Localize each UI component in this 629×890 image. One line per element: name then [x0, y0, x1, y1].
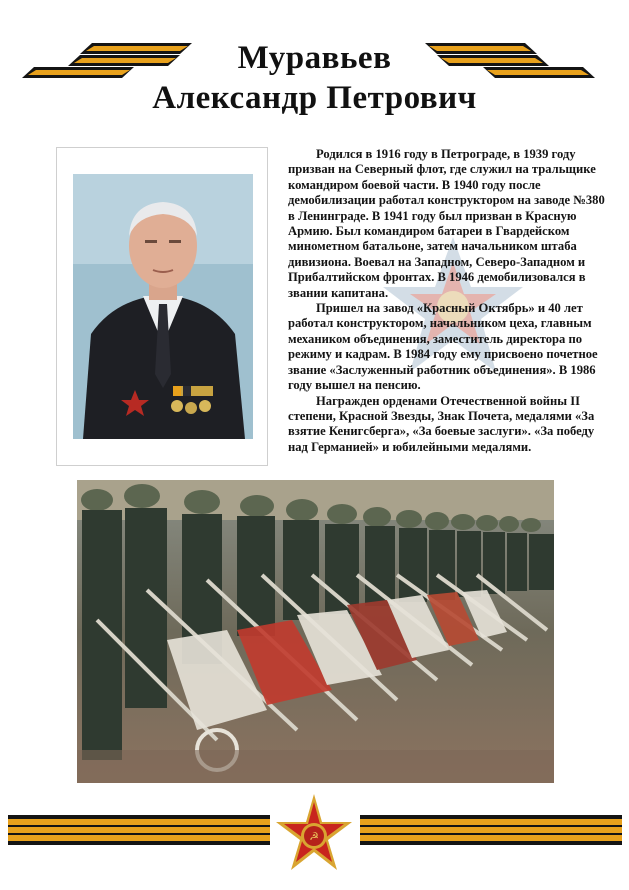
- svg-text:☭: ☭: [309, 830, 319, 843]
- st-george-ribbon-bottom-left: [8, 815, 270, 845]
- st-george-ribbon-bottom-right: [360, 815, 622, 845]
- veteran-portrait-photo: [73, 174, 253, 439]
- biography-paragraph: Пришел на завод «Красный Октябрь» и 40 лет работал конструктором, начальником цеха, главным механиком объединения, заместитель директора по режиму и кадрам. В 1984 году ему присвоено почетное звание «Заслуженный работник объединения». В 1986 году вышел на пенсию.: [288, 301, 598, 393]
- title-given-names: Александр Петрович: [152, 80, 477, 116]
- portrait-frame: [56, 147, 268, 466]
- biography-paragraph: Награжден орденами Отечественной войны II степени, Красной Звезды, Знак Почета, медалями «За взятие Кенигсберга», «За боевые заслуги». «За победу над Германией» и юбилейными медалями.: [288, 393, 595, 454]
- parade-illustration: [77, 480, 554, 783]
- portrait-illustration: [73, 174, 253, 439]
- biography-paragraph: Родился в 1916 году в Петрограде, в 1939 году призван на Северный флот, где служил на тральщике командиром боевой части. В 1940 году после демобилизации работал конструктором на заводе №380 в Ленинграде. В 1941 году был призван в Красную Армию. Был командиром батареи в Гвардейском минометном батальоне, затем начальником штаба дивизиона. Воевал на Западном, Северо-Западном и Прибалтийском фронтах. В 1946 демобилизовался в звании капитана.: [288, 147, 605, 300]
- title-surname: Муравьев: [237, 40, 392, 76]
- order-of-patriotic-war-icon: [270, 792, 358, 880]
- biography-text: [288, 147, 606, 455]
- victory-parade-photo: [77, 480, 554, 783]
- page-title: [120, 38, 509, 118]
